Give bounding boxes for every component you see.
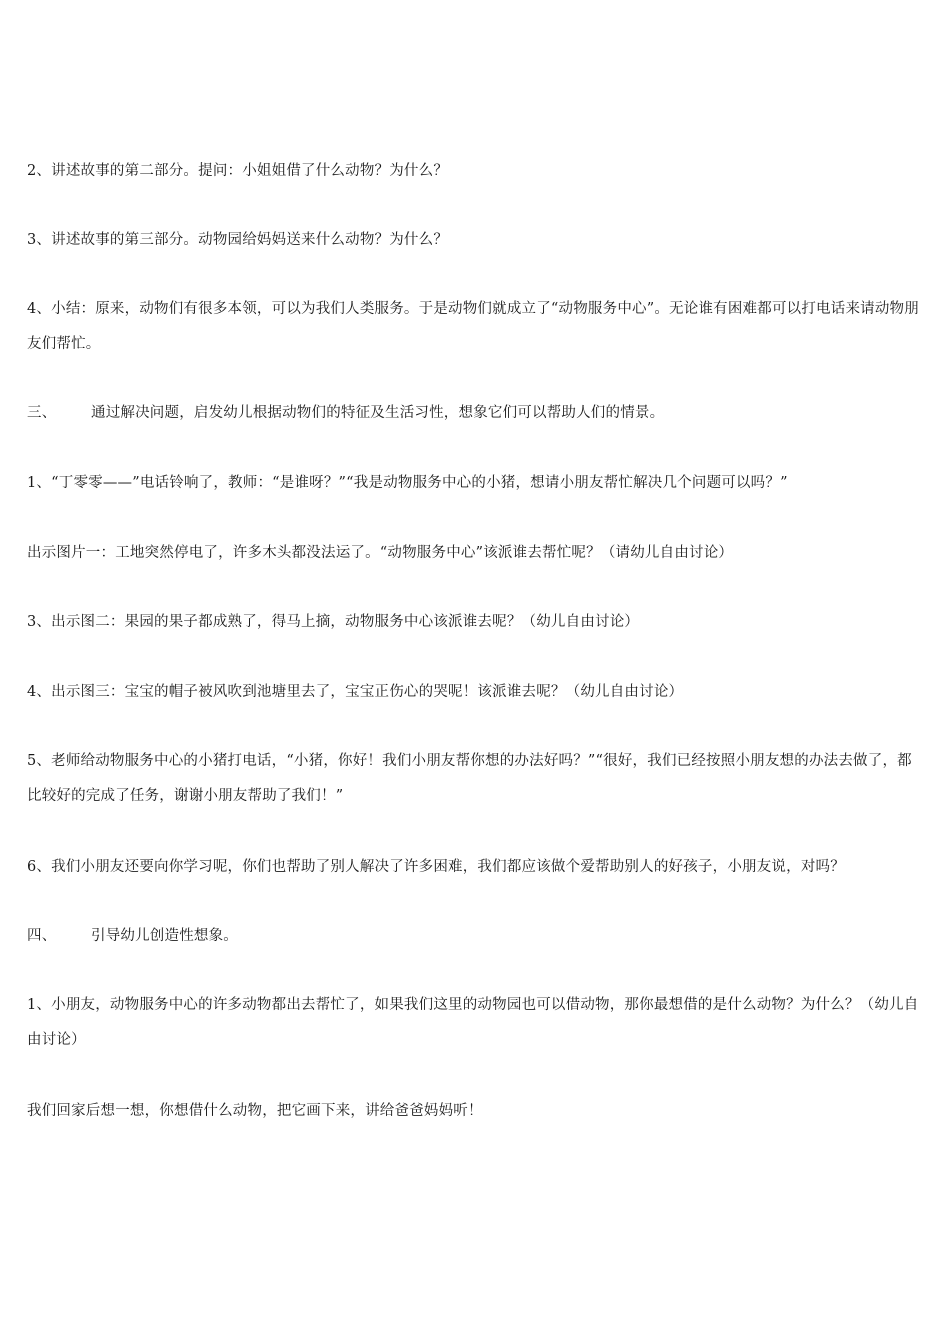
paragraph-teacher-call: 5、老师给动物服务中心的小猪打电话，“小猪，你好！我们小朋友帮你想的办法好吗？”“很好，我们已经按照小朋友想的办法去做了，都比较好的完成了任务，谢谢小朋友帮助了我们！” — [27, 753, 912, 804]
section-title: 通过解决问题，启发幼儿根据动物们的特征及生活习性，想象它们可以帮助人们的情景。 — [91, 405, 665, 421]
section-number: 四、 — [27, 928, 57, 944]
paragraph-summary: 4、小结：原来，动物们有很多本领，可以为我们人类服务。于是动物们就成立了“动物服务中心”。无论谁有困难都可以打电话来请动物朋友们帮忙。 — [27, 301, 919, 352]
section-heading-three — [27, 396, 925, 431]
section-title: 引导幼儿创造性想象。 — [91, 928, 238, 944]
paragraph-phone-call: 1、“丁零零——”电话铃响了，教师：“是谁呀？”“我是动物服务中心的小猪，想请小朋友帮忙解决几个问题可以吗？” — [27, 475, 788, 491]
paragraph-homework: 我们回家后想一想，你想借什么动物，把它画下来，讲给爸爸妈妈听！ — [27, 1103, 483, 1119]
paragraph-picture-one: 出示图片一：工地突然停电了，许多木头都没法运了。“动物服务中心”该派谁去帮忙呢？（请幼儿自由讨论） — [27, 545, 734, 561]
paragraph-learn: 6、我们小朋友还要向你学习呢，你们也帮助了别人解决了许多困难，我们都应该做个爱帮助别人的好孩子，小朋友说，对吗？ — [27, 859, 845, 875]
paragraph-step-3: 3、讲述故事的第三部分。动物园给妈妈送来什么动物？为什么？ — [27, 232, 449, 248]
paragraph-picture-two: 3、出示图二：果园的果子都成熟了，得马上摘，动物服务中心该派谁去呢？（幼儿自由讨论） — [27, 614, 640, 630]
paragraph-picture-three: 4、出示图三：宝宝的帽子被风吹到池塘里去了，宝宝正伤心的哭呢！该派谁去呢？（幼儿自由讨论） — [27, 684, 684, 700]
section-heading-four — [27, 919, 925, 954]
paragraph-step-2: 2、讲述故事的第二部分。提问：小姐姐借了什么动物？为什么？ — [27, 163, 449, 179]
paragraph-borrow-animal: 1、小朋友，动物服务中心的许多动物都出去帮忙了，如果我们这里的动物园也可以借动物，那你最想借的是什么动物？为什么？（幼儿自由讨论） — [27, 997, 919, 1048]
section-number: 三、 — [27, 405, 57, 421]
